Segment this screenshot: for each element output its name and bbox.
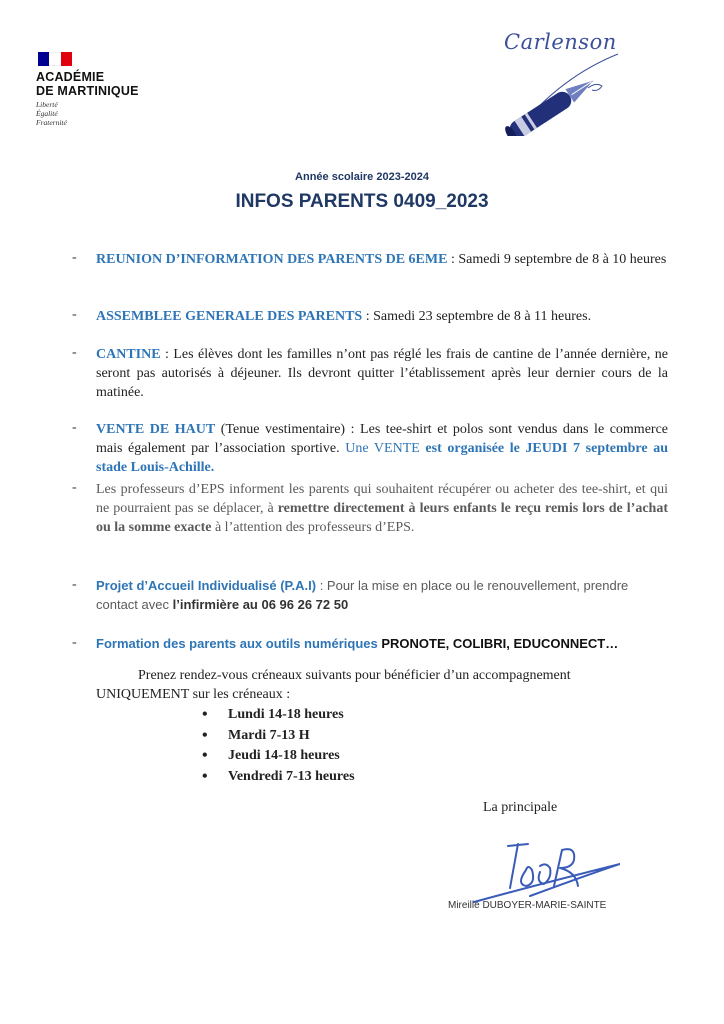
cantine-label: CANTINE bbox=[96, 347, 161, 362]
handwritten-signature bbox=[470, 836, 620, 908]
slot-item: • Jeudi 14-18 heures bbox=[200, 746, 355, 767]
slot-list bbox=[200, 705, 355, 787]
item-assemblee bbox=[96, 307, 668, 326]
vente-text: (Tenue vestimentaire) : Les tee-shirt et polos sont vendus dans le commerce mais également par l’association sportive. bbox=[96, 422, 669, 456]
signature-role: La principale bbox=[483, 800, 558, 815]
page-title: INFOS PARENTS 0409_2023 bbox=[235, 191, 489, 212]
eps-text-b: à l’attention des professeurs d’EPS. bbox=[211, 520, 415, 535]
item-cantine bbox=[96, 345, 668, 402]
formation-bold: PRONOTE, COLIBRI, EDUCONNECT… bbox=[381, 636, 619, 651]
bullet-dash: - bbox=[72, 420, 77, 435]
bullet-dash: - bbox=[72, 635, 77, 650]
assemblee-label: ASSEMBLEE GENERALE DES PARENTS bbox=[96, 309, 363, 324]
bullet-dash: - bbox=[72, 250, 77, 265]
motto-2: Égalité bbox=[36, 109, 58, 118]
item-pai bbox=[96, 576, 668, 614]
vente-highlight-a: Une VENTE bbox=[345, 441, 426, 456]
signature-name: Mireille DUBOYER-MARIE-SAINTE bbox=[448, 900, 607, 911]
assemblee-text: : Samedi 23 septembre de 8 à 11 heures. bbox=[362, 309, 592, 324]
reunion-label: REUNION D’INFORMATION DES PARENTS DE 6EME bbox=[96, 252, 448, 267]
item-vente bbox=[96, 420, 668, 477]
bullet-dash: - bbox=[72, 345, 77, 360]
item-formation bbox=[96, 634, 668, 653]
item-reunion bbox=[96, 250, 668, 269]
bullet-dash: - bbox=[72, 577, 77, 592]
slot-item: • Mardi 7-13 H bbox=[200, 726, 355, 747]
vente-highlight-b: est organisée le JEUDI 7 septembre au stade Louis-Achille. bbox=[96, 441, 668, 475]
academy-line-1: ACADÉMIE bbox=[36, 70, 105, 84]
pai-bold: l’infirmière au 06 96 26 72 50 bbox=[172, 597, 349, 612]
bullet-dash: - bbox=[72, 480, 77, 495]
republic-flag-icon bbox=[38, 52, 72, 66]
school-logo bbox=[488, 28, 628, 138]
pai-text: : Pour la mise en place ou le renouvellement, prendre contact avec bbox=[96, 578, 629, 612]
eps-text-a: Les professeurs d’EPS informent les parents qui souhaitent récupérer ou acheter des tee-shirt, et qui ne pourraient pas se déplacer, à bbox=[96, 482, 668, 516]
motto-1: Liberté bbox=[36, 100, 58, 109]
cantine-text: : Les élèves dont les familles n’ont pas réglé les frais de cantine de l’année dernière, ne seront pas autorisés à déjeuner. Ils devront quitter l’établissement après leur dernier cours de la matinée. bbox=[96, 347, 668, 400]
bullet-dash: - bbox=[72, 307, 77, 322]
fountain-pen-icon bbox=[488, 52, 628, 136]
item-eps bbox=[96, 480, 668, 537]
eps-bold: remettre directement à leurs enfants le reçu remis lors de l’achat ou la somme exacte bbox=[96, 501, 668, 535]
motto-3: Fraternité bbox=[36, 118, 67, 127]
school-year: Année scolaire 2023-2024 bbox=[295, 171, 429, 183]
slot-item: • Lundi 14-18 heures bbox=[200, 705, 355, 726]
reunion-text: : Samedi 9 septembre de 8 à 10 heures bbox=[447, 252, 667, 267]
slot-item: • Vendredi 7-13 heures bbox=[200, 767, 355, 788]
pai-label: Projet d’Accueil Individualisé (P.A.I) bbox=[96, 578, 317, 593]
academie-logo bbox=[28, 44, 160, 132]
vente-label: VENTE DE HAUT bbox=[96, 422, 216, 437]
formation-label: Formation des parents aux outils numériques bbox=[96, 636, 382, 651]
academy-line-2: DE MARTINIQUE bbox=[36, 84, 139, 98]
appointment-intro: Prenez rendez-vous créneaux suivants pour bénéficier d’un accompagnement UNIQUEMENT sur les créneaux : bbox=[96, 668, 571, 702]
school-logo-script: Carlenson bbox=[504, 30, 617, 54]
